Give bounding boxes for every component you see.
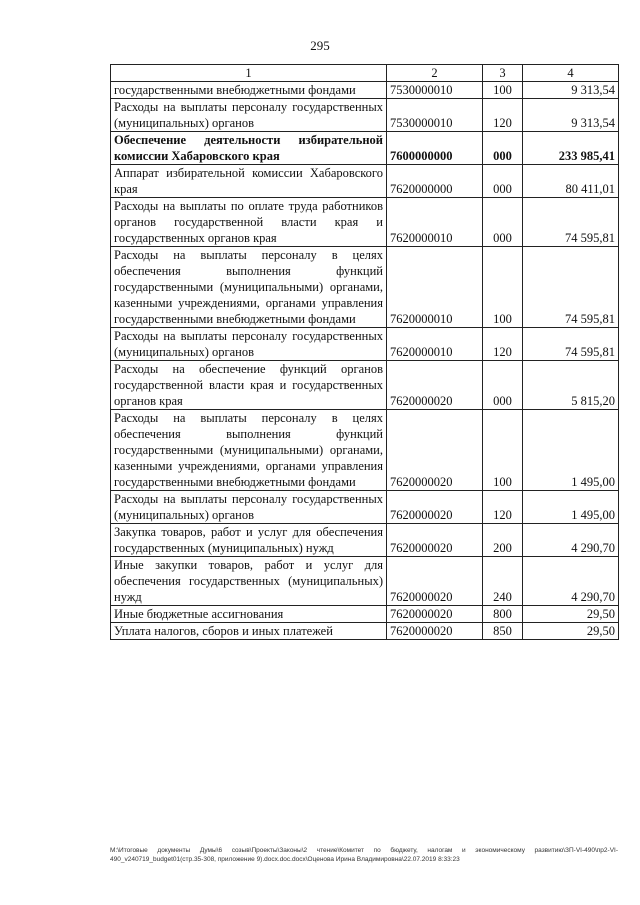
row-kind: 120 xyxy=(483,491,523,524)
row-amount: 9 313,54 xyxy=(523,99,619,132)
page-number: 295 xyxy=(310,38,330,53)
row-amount: 29,50 xyxy=(523,606,619,623)
row-amount: 233 985,41 xyxy=(523,132,619,165)
row-amount: 4 290,70 xyxy=(523,557,619,606)
row-amount: 80 411,01 xyxy=(523,165,619,198)
row-amount: 9 313,54 xyxy=(523,82,619,99)
table-row xyxy=(111,132,619,165)
row-name: Расходы на выплаты персоналу государственных (муниципальных) органов xyxy=(111,99,387,132)
row-code: 7620000020 xyxy=(387,361,483,410)
row-code: 7530000010 xyxy=(387,99,483,132)
row-kind: 100 xyxy=(483,247,523,328)
row-code: 7620000000 xyxy=(387,165,483,198)
row-kind: 120 xyxy=(483,99,523,132)
row-name: Расходы на обеспечение функций органов государственной власти края и государственных органов края xyxy=(111,361,387,410)
row-name: Иные закупки товаров, работ и услуг для обеспечения государственных (муниципальных) нужд xyxy=(111,557,387,606)
budget-table xyxy=(110,64,619,640)
row-amount: 1 495,00 xyxy=(523,491,619,524)
table-body xyxy=(111,82,619,640)
row-name: Обеспечение деятельности избирательной комиссии Хабаровского края xyxy=(111,132,387,165)
table-row xyxy=(111,361,619,410)
row-name: Расходы на выплаты персоналу в целях обеспечения выполнения функций государственными (муниципальными) органами, казенными учреждениями, органами управления государственными внебюджетными фондами xyxy=(111,410,387,491)
footer-path: M:\Итоговые документы Думы\6 созыв\Проекты\Законы\2 чтение\Комитет по бюджету, налогам и экономическому развитию\ЗП-VI-490\пр2-VI-490_v240719_budget01(стр.35-308, приложение 9).docx.doc.docx\Оценова Ирина Владимировна\22.07.2019 8:33:23 xyxy=(110,847,618,863)
row-code: 7620000020 xyxy=(387,524,483,557)
table-row xyxy=(111,491,619,524)
row-name: Расходы на выплаты персоналу в целях обеспечения выполнения функций государственными (муниципальными) органами, казенными учреждениями, органами управления государственными внебюджетными фондами xyxy=(111,247,387,328)
row-code: 7620000020 xyxy=(387,557,483,606)
row-kind: 800 xyxy=(483,606,523,623)
row-code: 7600000000 xyxy=(387,132,483,165)
row-name: государственными внебюджетными фондами xyxy=(111,82,387,99)
row-amount: 1 495,00 xyxy=(523,410,619,491)
row-name: Расходы на выплаты по оплате труда работников органов государственной власти края и государственных органов края xyxy=(111,198,387,247)
column-header-2: 2 xyxy=(387,65,483,82)
row-kind: 200 xyxy=(483,524,523,557)
row-amount: 74 595,81 xyxy=(523,247,619,328)
row-name: Расходы на выплаты персоналу государственных (муниципальных) органов xyxy=(111,328,387,361)
column-header-4: 4 xyxy=(523,65,619,82)
table-row xyxy=(111,198,619,247)
row-kind: 000 xyxy=(483,198,523,247)
row-code: 7620000020 xyxy=(387,491,483,524)
row-kind: 100 xyxy=(483,410,523,491)
table-header-row xyxy=(111,65,619,82)
table-row xyxy=(111,524,619,557)
row-code: 7620000020 xyxy=(387,410,483,491)
row-name: Расходы на выплаты персоналу государственных (муниципальных) органов xyxy=(111,491,387,524)
row-kind: 850 xyxy=(483,623,523,640)
row-code: 7620000020 xyxy=(387,606,483,623)
row-kind: 000 xyxy=(483,132,523,165)
row-code: 7620000010 xyxy=(387,247,483,328)
row-kind: 000 xyxy=(483,165,523,198)
column-header-1: 1 xyxy=(111,65,387,82)
table-row xyxy=(111,247,619,328)
row-name: Иные бюджетные ассигнования xyxy=(111,606,387,623)
row-amount: 4 290,70 xyxy=(523,524,619,557)
table-row xyxy=(111,410,619,491)
row-name: Закупка товаров, работ и услуг для обеспечения государственных (муниципальных) нужд xyxy=(111,524,387,557)
table-row xyxy=(111,99,619,132)
row-code: 7620000010 xyxy=(387,198,483,247)
row-code: 7620000020 xyxy=(387,623,483,640)
row-name: Уплата налогов, сборов и иных платежей xyxy=(111,623,387,640)
table-row xyxy=(111,165,619,198)
row-amount: 74 595,81 xyxy=(523,328,619,361)
row-kind: 240 xyxy=(483,557,523,606)
row-name: Аппарат избирательной комиссии Хабаровского края xyxy=(111,165,387,198)
table-row xyxy=(111,328,619,361)
table-row xyxy=(111,606,619,623)
row-kind: 120 xyxy=(483,328,523,361)
row-amount: 5 815,20 xyxy=(523,361,619,410)
row-amount: 29,50 xyxy=(523,623,619,640)
row-code: 7620000010 xyxy=(387,328,483,361)
table-row xyxy=(111,557,619,606)
table-row xyxy=(111,82,619,99)
row-amount: 74 595,81 xyxy=(523,198,619,247)
row-code: 7530000010 xyxy=(387,82,483,99)
row-kind: 100 xyxy=(483,82,523,99)
column-header-3: 3 xyxy=(483,65,523,82)
row-kind: 000 xyxy=(483,361,523,410)
table-row xyxy=(111,623,619,640)
